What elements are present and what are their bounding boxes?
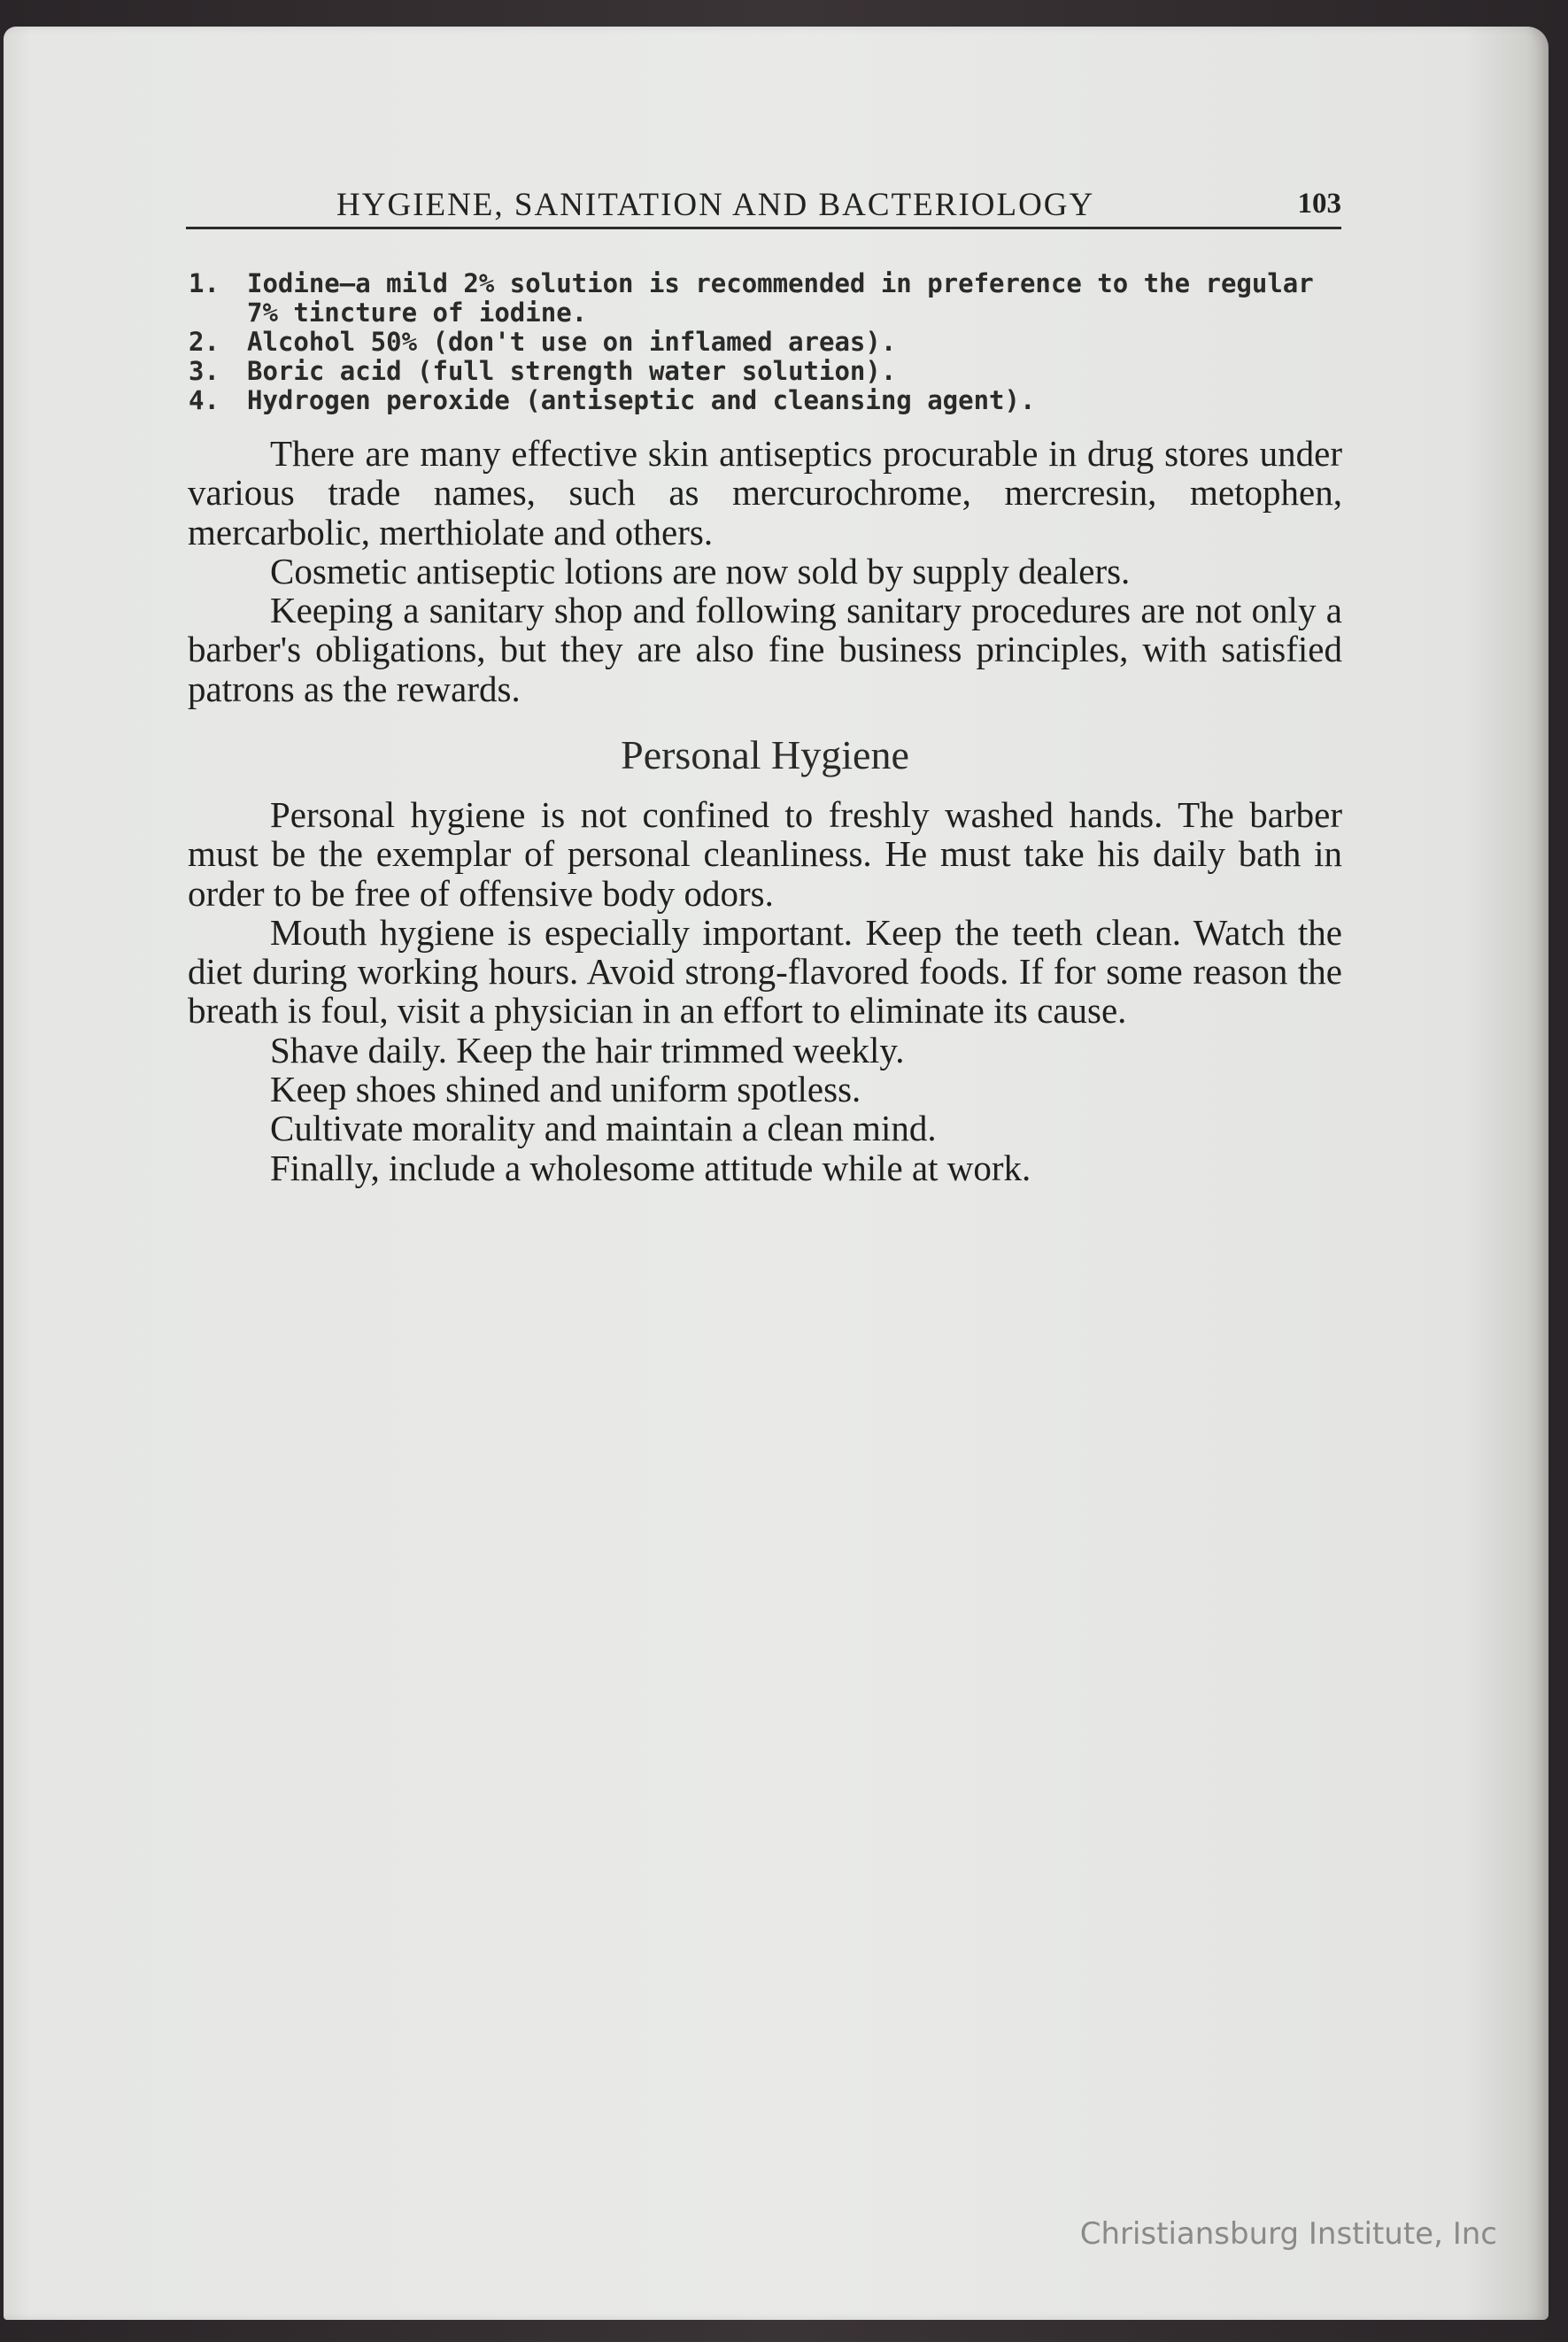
- section-heading: Personal Hygiene: [621, 732, 909, 777]
- list-item: [189, 269, 1341, 328]
- list-item-text: Iodine—a mild 2% solution is recommended in preference to the regular 7% tincture of iodine.: [247, 268, 1314, 328]
- paragraph: Shave daily. Keep the hair trimmed weekly.: [270, 1029, 905, 1071]
- watermark: Christiansburg Institute, Inc: [1079, 2216, 1497, 2252]
- list-item-number: 2.: [189, 327, 220, 357]
- list-item: [189, 386, 1341, 415]
- paragraph: There are many effective skin antiseptics procurable in drug stores under various trade names, such as mercurochrome, mercresin, metophen, mercarbolic, merthiolate and others.: [188, 433, 1342, 553]
- list-item-text: Alcohol 50% (don't use on inflamed areas).: [247, 327, 897, 357]
- list-item-number: 4.: [189, 385, 220, 415]
- page-number: 103: [1297, 188, 1341, 220]
- paragraph: Finally, include a wholesome attitude while at work.: [270, 1147, 1031, 1188]
- paragraph: Mouth hygiene is especially important. Keep the teeth clean. Watch the diet during working hours. Avoid strong-flavored foods. If for some reason the breath is foul, visit a physician in an effort to eliminate its cause.: [188, 911, 1342, 1032]
- list-item: [189, 357, 1341, 386]
- running-head: [186, 182, 1341, 229]
- running-title: HYGIENE, SANITATION AND BACTERIOLOGY: [336, 187, 1095, 223]
- list-item-text: Hydrogen peroxide (antiseptic and cleansing agent).: [247, 385, 1036, 415]
- hygiene-paragraphs: [188, 795, 1342, 1187]
- list-item: [189, 328, 1341, 357]
- list-item-number: 3.: [189, 356, 220, 386]
- list-item-number: 1.: [189, 268, 220, 298]
- paragraph: Keep shoes shined and uniform spotless.: [270, 1069, 861, 1110]
- paragraph: Keeping a sanitary shop and following sanitary procedures are not only a barber's obligations, but they are also fine business principles, with satisfied patrons as the rewards.: [188, 590, 1342, 709]
- list-item-text: Boric acid (full strength water solution).: [247, 356, 897, 386]
- paragraph: Cultivate morality and maintain a clean mind.: [270, 1108, 937, 1149]
- antiseptics-paragraphs: [188, 434, 1342, 708]
- paragraph: Cosmetic antiseptic lotions are now sold by supply dealers.: [270, 550, 1131, 591]
- antiseptics-list: [189, 269, 1341, 415]
- paragraph: Personal hygiene is not confined to freshly washed hands. The barber must be the exemplar of personal cleanliness. He must take his daily bath in order to be free of offensive body odors.: [188, 794, 1342, 914]
